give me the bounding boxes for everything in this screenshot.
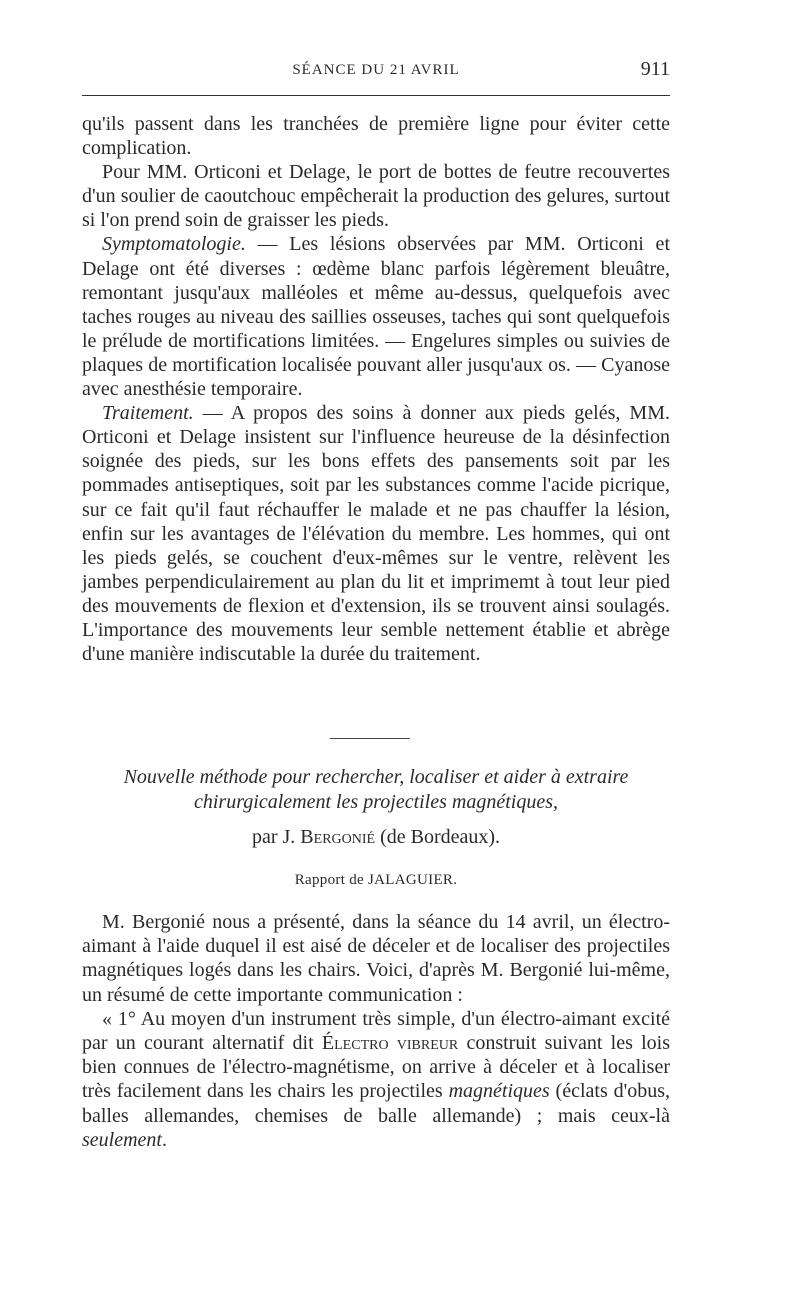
section-separator: [330, 738, 410, 739]
running-title: SÉANCE DU 21 AVRIL: [292, 62, 460, 78]
text-run: « 1° Au moyen d'un instrument très simple, d'un électro-aimant excité par un courant alternatif dit: [82, 1007, 670, 1055]
header-rule: [82, 95, 670, 96]
text-run: .: [161, 1128, 167, 1151]
article-title-line: Nouvelle méthode pour rechercher, localiser et aider à extraire: [123, 766, 629, 788]
paragraph-quote: [82, 1007, 670, 1152]
article-byline: [82, 826, 670, 849]
article-title: [82, 765, 670, 815]
text-run-smallcaps: Électro vibreur: [321, 1032, 459, 1055]
article-title-line: chirurgicalement les projectiles magnétiques,: [194, 791, 558, 813]
paragraph-text: — Les lésions observées par MM. Orticoni et Delage ont été diverses : œdème blanc parfois légèrement bleuâtre, remontant jusqu'aux malléoles et même au-dessus, quelquefois avec taches rouges au niveau des saillies osseuses, taches qui sont quelquefois le prélude de mortifications limitées. — Engelures simples ou suivies de plaques de mortification localisée pouvant aller jusqu'aux os. — Cyanose avec anesthésie temporaire.: [82, 233, 670, 401]
section-gelures: [82, 112, 670, 666]
paragraph-heading: Traitement.: [102, 402, 194, 425]
section-bergonie: [82, 910, 670, 1152]
byline-author: Bergonié: [300, 826, 376, 848]
paragraph-heading: Symptomatologie.: [102, 233, 246, 256]
running-header: [82, 58, 670, 86]
report-line: Rapport de JALAGUIER.: [294, 872, 458, 888]
text-run: (éclats d'obus, balles allemandes, chemises de balle allemande) ; mais ceux-là: [82, 1080, 671, 1127]
text-run: construit suivant les lois bien connues de l'électro-magnétisme, on arrive à déceler et à localiser très facilement dans les chairs les projectiles: [82, 1032, 670, 1103]
paragraph-text: — A propos des soins à donner aux pieds gelés, MM. Orticoni et Delage insistent sur l'influence heureuse de la désinfection soignée des pieds, sur les bons effets des pansements soit par les pommades antiseptiques, soit par les substances comme l'acide picrique, sur ce fait qu'il faut réchauffer le malade et ne pas chauffer la lésion, enfin sur les avantages de l'élévation du membre. Les hommes, qui ont les pieds gelés, se couchent d'eux-mêmes sur le ventre, relèvent les jambes perpendiculairement au plan du lit et imprimemt à tout leur pied des mouvements de flexion et d'extension, ils se trouvent ainsi soulagés. L'importance des mouvements leur semble nettement établie et abrège d'une manière indiscutable la durée du traitement.: [82, 402, 670, 666]
paragraph: Pour MM. Orticoni et Delage, le port de bottes de feutre recouvertes d'un soulier de caoutchouc empêcherait la production des gelures, surtout si l'on prend soin de graisser les pieds.: [82, 161, 670, 232]
paragraph: M. Bergonié nous a présenté, dans la séance du 14 avril, un électro-aimant à l'aide duquel il est aisé de déceler et de localiser des projectiles magnétiques logés dans les chairs. Voici, d'après M. Bergonié lui-même, un résumé de cette importante communication :: [82, 911, 670, 1006]
text-run-italic: magnétiques: [448, 1080, 550, 1103]
paragraph-symptomatologie: [82, 232, 670, 401]
paragraph-traitement: [82, 401, 670, 666]
byline-prefix: par J.: [251, 826, 301, 848]
byline-suffix: (de Bordeaux).: [375, 826, 501, 848]
paragraph: qu'ils passent dans les tranchées de première ligne pour éviter cette complication.: [82, 113, 670, 160]
text-run-italic: seulement: [82, 1128, 162, 1151]
page-number: 911: [640, 58, 670, 80]
